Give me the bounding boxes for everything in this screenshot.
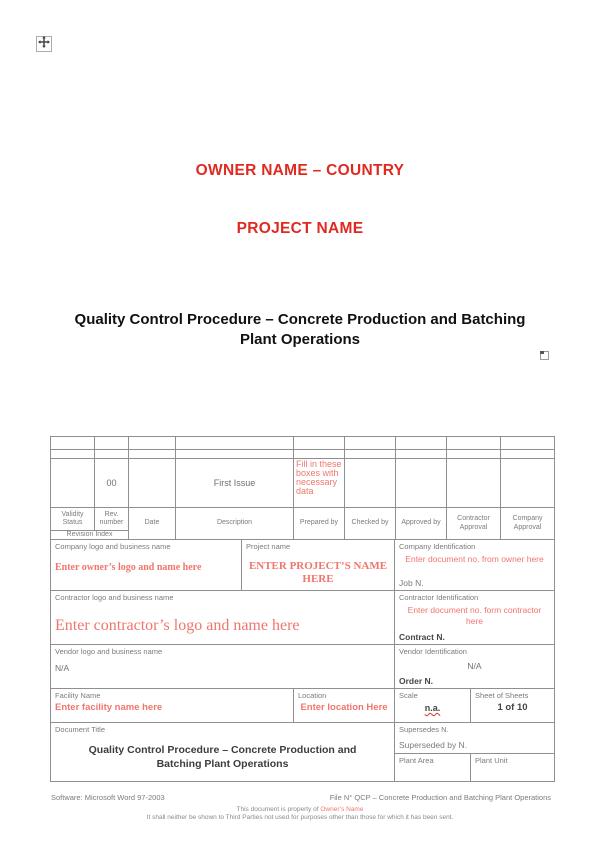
disclaimer-line: It shall neither be shown to Third Parties not used for purposes other than those for which it has been sent. xyxy=(146,813,454,821)
vendor-id-label: Vendor Identification xyxy=(399,647,467,656)
company-identification-cell[interactable] xyxy=(395,540,555,591)
contractor-approval-cell[interactable] xyxy=(447,459,501,508)
property-notice: This document is property of xyxy=(236,806,321,813)
location-placeholder[interactable]: Enter location Here xyxy=(300,702,388,713)
header-validity-status: Validity Status xyxy=(51,508,95,531)
empty-cell[interactable] xyxy=(129,450,176,459)
empty-cell[interactable] xyxy=(176,437,294,450)
plant-unit-cell[interactable] xyxy=(471,753,555,781)
empty-cell[interactable] xyxy=(396,437,447,450)
vendor-identification-cell[interactable] xyxy=(395,645,555,689)
description-cell[interactable]: First Issue xyxy=(176,459,294,508)
header-checked-by: Checked by xyxy=(345,508,396,540)
project-name-heading: PROJECT NAME xyxy=(236,220,364,237)
job-n-label: Job N. xyxy=(399,578,424,588)
empty-cell[interactable] xyxy=(294,437,345,450)
superseded-label: Superseded by N. xyxy=(399,740,468,750)
project-name-cell[interactable] xyxy=(242,540,395,591)
plant-area-label: Plant Area xyxy=(399,755,434,765)
footer-software: Software: Microsoft Word 97-2003 xyxy=(51,793,165,802)
header-contractor-approval: Contractor Approval xyxy=(447,508,501,540)
revision-empty-row xyxy=(51,437,555,450)
vendor-logo-cell[interactable] xyxy=(51,645,395,689)
revision-header-row xyxy=(51,508,555,531)
move-icon xyxy=(38,35,50,53)
supersedes-label: Supersedes N. xyxy=(399,725,449,734)
empty-cell[interactable] xyxy=(501,450,555,459)
empty-cell[interactable] xyxy=(51,450,95,459)
title-block xyxy=(50,436,554,782)
owner-name-heading: OWNER NAME – COUNTRY xyxy=(195,162,405,179)
revision-index-label: Revision Index xyxy=(51,531,129,540)
footer-row xyxy=(51,793,551,802)
rev-number-cell[interactable]: 00 xyxy=(95,459,129,508)
contractor-logo-cell[interactable] xyxy=(51,591,395,645)
object-anchor-icon xyxy=(540,351,549,360)
header-rev-number: Rev. number xyxy=(95,508,129,531)
empty-cell[interactable] xyxy=(345,437,396,450)
empty-cell[interactable] xyxy=(345,450,396,459)
location-label: Location xyxy=(298,691,327,700)
company-logo-cell[interactable] xyxy=(51,540,242,591)
contract-n-label: Contract N. xyxy=(399,632,445,642)
sheets-value: 1 of 10 xyxy=(497,702,528,713)
sheet-of-sheets-cell xyxy=(471,689,555,723)
plant-area-cell[interactable] xyxy=(395,753,471,781)
empty-cell[interactable] xyxy=(396,450,447,459)
document-title-label: Document Title xyxy=(55,725,106,734)
scale-value: n.a. xyxy=(424,703,441,713)
revision-empty-row xyxy=(51,450,555,459)
facility-label: Facility Name xyxy=(55,691,101,700)
table-move-handle[interactable] xyxy=(36,36,52,52)
header-description: Description xyxy=(176,508,294,540)
empty-cell[interactable] xyxy=(294,450,345,459)
vendor-logo-label: Vendor logo and business name xyxy=(55,647,163,656)
project-name-placeholder[interactable]: ENTER PROJECT’S NAME HERE xyxy=(248,560,388,585)
sheets-label: Sheet of Sheets xyxy=(475,691,529,700)
empty-cell[interactable] xyxy=(95,437,129,450)
project-name-label: Project name xyxy=(246,542,291,551)
contractor-identification-cell[interactable] xyxy=(395,591,555,645)
property-owner-name: Owner’s Name xyxy=(320,806,364,813)
facility-placeholder[interactable]: Enter facility name here xyxy=(55,702,163,713)
facility-name-cell[interactable] xyxy=(51,689,294,723)
scale-label: Scale xyxy=(399,691,418,700)
vendor-logo-value: N/A xyxy=(55,663,70,673)
company-id-placeholder[interactable]: Enter document no. from owner here xyxy=(405,554,544,564)
empty-cell[interactable] xyxy=(176,450,294,459)
header-date: Date xyxy=(129,508,176,540)
contractor-logo-placeholder[interactable]: Enter contractor’s logo and name here xyxy=(55,617,300,634)
location-cell[interactable] xyxy=(294,689,395,723)
empty-cell[interactable] xyxy=(447,437,501,450)
header-prepared-by: Prepared by xyxy=(294,508,345,540)
header-company-approval: Company Approval xyxy=(501,508,555,540)
document-title-value: Quality Control Procedure – Concrete Production and Batching Plant Operations xyxy=(88,744,357,770)
header-approved-by: Approved by xyxy=(396,508,447,540)
identification-table xyxy=(50,539,555,782)
plant-unit-label: Plant Unit xyxy=(475,755,508,765)
empty-cell[interactable] xyxy=(447,450,501,459)
empty-cell[interactable] xyxy=(501,437,555,450)
footer-file-number: File N° QCP – Concrete Production and Batching Plant Operations xyxy=(329,793,551,802)
contractor-logo-label: Contractor logo and business name xyxy=(55,593,174,602)
scale-cell[interactable] xyxy=(395,689,471,723)
validity-status-cell[interactable] xyxy=(51,459,95,508)
empty-cell[interactable] xyxy=(129,437,176,450)
company-id-label: Company Identification xyxy=(399,542,476,551)
date-cell[interactable] xyxy=(129,459,176,508)
owner-logo-placeholder[interactable]: Enter owner’s logo and name here xyxy=(55,562,202,573)
revision-table xyxy=(50,436,555,540)
vendor-id-value: N/A xyxy=(467,661,482,671)
contractor-id-label: Contractor Identification xyxy=(399,593,479,602)
main-document-title: Quality Control Procedure – Concrete Production and Batching Plant Operations xyxy=(74,311,526,348)
empty-cell[interactable] xyxy=(95,450,129,459)
approved-by-cell[interactable] xyxy=(396,459,447,508)
empty-cell[interactable] xyxy=(51,437,95,450)
supersedes-cell[interactable] xyxy=(395,723,555,754)
fill-in-note[interactable]: Fill in these boxes with necessary data xyxy=(294,459,345,508)
company-approval-cell[interactable] xyxy=(501,459,555,508)
company-logo-label: Company logo and business name xyxy=(55,542,171,551)
document-title-cell xyxy=(51,723,395,782)
checked-by-cell[interactable] xyxy=(345,459,396,508)
contractor-id-placeholder[interactable]: Enter document no. form contractor here xyxy=(407,605,542,626)
first-issue-row xyxy=(51,459,555,508)
fine-print xyxy=(0,806,600,821)
order-n-label: Order N. xyxy=(399,676,434,686)
